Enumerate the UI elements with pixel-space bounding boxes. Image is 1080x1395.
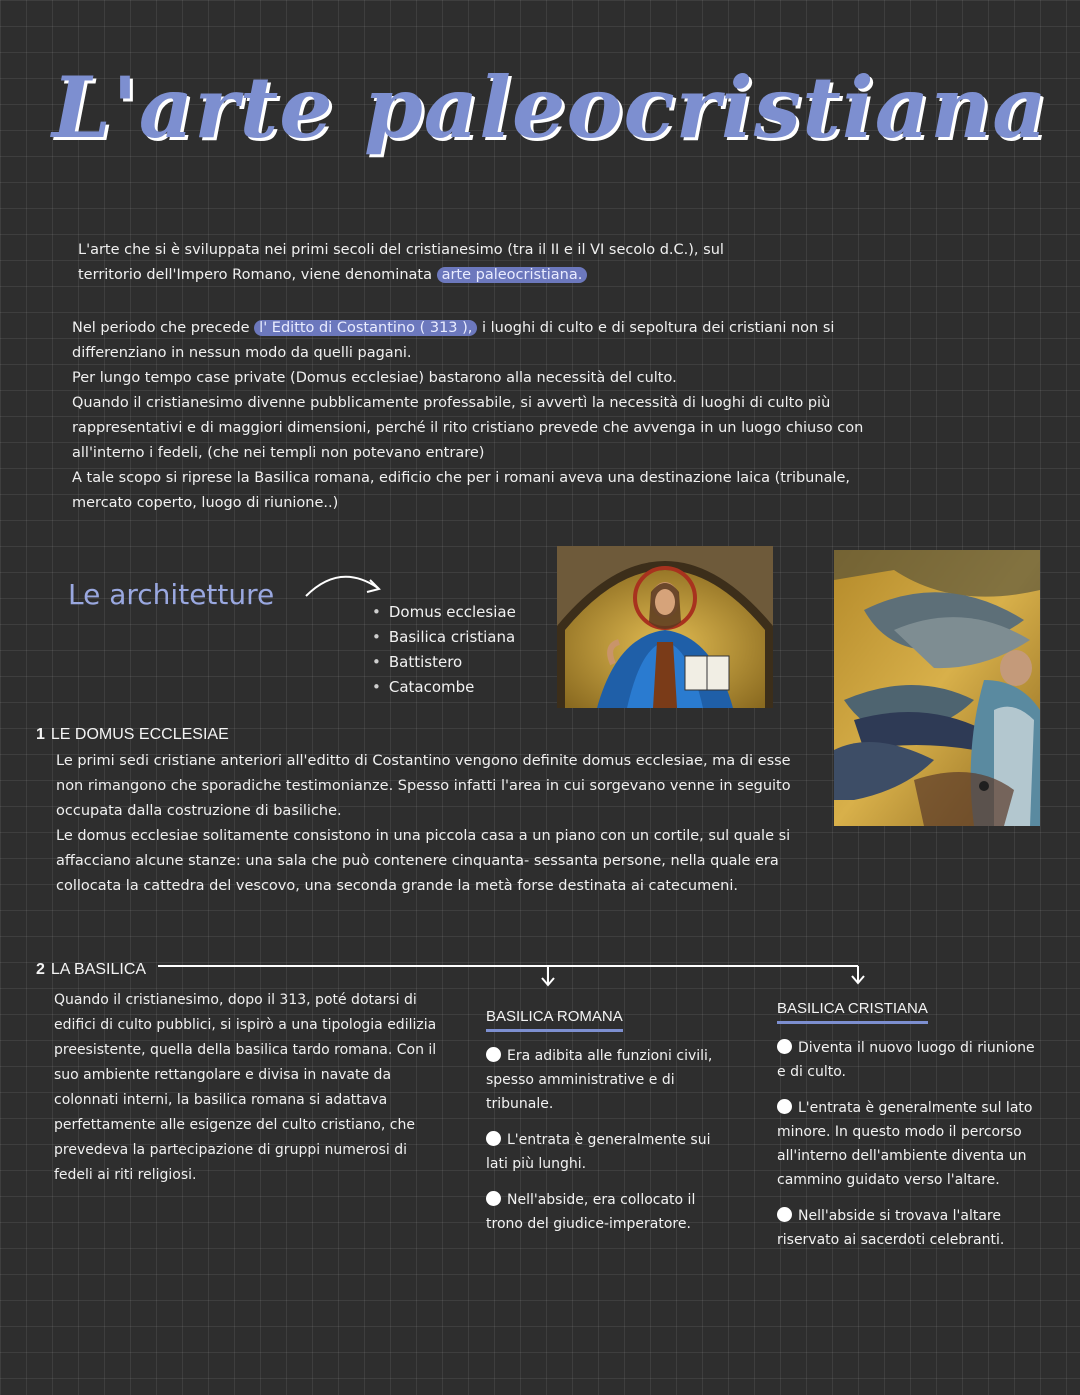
- list-item: • Catacombe: [372, 675, 516, 700]
- basilica-cristiana-heading: BASILICA CRISTIANA: [777, 1000, 928, 1024]
- bullet-icon: [486, 1047, 501, 1062]
- domus-paragraph: Per lungo tempo case private (Domus ecclesiae) bastarono alla necessità del culto.: [72, 370, 677, 386]
- basilica-paragraph: A tale scopo si riprese la Basilica romana, edificio che per i romani aveva una destinazione laica (tribunale, mercato coperto, luogo di riunione..): [72, 470, 851, 511]
- list-item: • Battistero: [372, 650, 516, 675]
- architetture-title: Le architetture: [68, 578, 275, 611]
- section-title: LA BASILICA: [50, 961, 147, 978]
- angels-mosaic: [834, 550, 1040, 826]
- editto-highlight: l' Editto di Costantino ( 313 ),: [254, 320, 477, 336]
- bullet-icon: [486, 1191, 501, 1206]
- domus-section: [56, 749, 816, 899]
- list-item: [486, 1188, 736, 1236]
- bullet-text: Nell'abside si trovava l'altare riservato ai sacerdoti celebranti.: [777, 1208, 1005, 1248]
- editto-text-after: i luoghi di culto e di sepoltura dei cristiani non si differenziano in nessun modo da quelli pagani.: [72, 320, 835, 361]
- section-title: LE DOMUS ECCLESIAE: [50, 726, 229, 743]
- basilica-text: Quando il cristianesimo, dopo il 313, poté dotarsi di edifici di culto pubblici, si ispirò a una tipologia edilizia preesistente, quella della basilica tardo romana. Con il suo ambiente rettangolare e divisa in navate da colonnati interni, la basilica romana si adattava perfettamente alle esigenze del culto cristiano, che prevedeva la partecipazione di gruppi numerosi di fedeli ai riti religiosi.: [54, 992, 437, 1183]
- bullet-icon: [777, 1039, 792, 1054]
- basilica-romana-heading: BASILICA ROMANA: [486, 1008, 623, 1032]
- basilica-romana-column: [486, 1006, 736, 1248]
- domus-p1: Le primi sedi cristiane anteriori all'editto di Costantino vengono definite domus ecclesiae, ma di esse non rimangono che sporadiche testimonianze. Spesso infatti l'area in cui sorgevano venne in seguito occupata dalla costruzione di basiliche.: [56, 753, 791, 819]
- list-item: • Basilica cristiana: [372, 625, 516, 650]
- list-item: [777, 1204, 1037, 1252]
- architetture-list: [372, 600, 516, 700]
- section-number: 2: [36, 961, 45, 978]
- bullet-icon: [777, 1207, 792, 1222]
- domus-p2: Le domus ecclesiae solitamente consistono in una piccola casa a un piano con un cortile, sul quale si affacciano alcune stanze: una sala che può contenere cinquanta- sessanta persone, nella quale era collocata la cattedra del vescovo, una seconda grande la metà forse destinata ai catecumeni.: [56, 828, 791, 894]
- list-item: [777, 1036, 1037, 1084]
- bullet-text: Diventa il nuovo luogo di riunione e di culto.: [777, 1040, 1035, 1080]
- christ-pantocrator-mosaic: [557, 546, 773, 708]
- bullet-icon: [777, 1099, 792, 1114]
- list-item: • Domus ecclesiae: [372, 600, 516, 625]
- page-title: L'arte paleocristiana: [52, 58, 1048, 157]
- bullet-text: Nell'abside, era collocato il trono del giudice-imperatore.: [486, 1192, 696, 1232]
- section-number: 1: [36, 726, 45, 743]
- editto-paragraph: [72, 316, 892, 366]
- list-item: [486, 1128, 736, 1176]
- cristianesimo-paragraph: Quando il cristianesimo divenne pubblicamente professabile, si avvertì la necessità di luoghi di culto più rappresentativi e di maggiori dimensioni, perché il rito cristiano prevede che avvenga in un luogo chiuso con all'interno i fedeli, (che nei templi non potevano entrare): [72, 395, 864, 461]
- bullet-icon: [486, 1131, 501, 1146]
- bullet-text: L'entrata è generalmente sul lato minore. In questo modo il percorso all'interno dell'ambiente diventa un cammino guidato verso l'altare.: [777, 1100, 1033, 1188]
- section-2-heading: [36, 961, 146, 979]
- bullet-text: Era adibita alle funzioni civili, spesso amministrative e di tribunale.: [486, 1048, 713, 1112]
- list-item: [486, 1044, 736, 1116]
- curved-arrow-icon: [300, 566, 390, 602]
- intro-text: L'arte che si è sviluppata nei primi secoli del cristianesimo (tra il II e il VI secolo d.C.), sul territorio dell'Impero Romano, viene denominata: [78, 242, 724, 283]
- list-item: [777, 1096, 1037, 1192]
- intro-paragraph: [78, 238, 768, 288]
- intro-highlight: arte paleocristiana.: [437, 267, 588, 283]
- bullet-text: L'entrata è generalmente sui lati più lunghi.: [486, 1132, 711, 1172]
- basilica-cristiana-column: [777, 998, 1037, 1264]
- editto-text-before: Nel periodo che precede: [72, 320, 255, 336]
- context-paragraphs: [72, 316, 892, 516]
- branch-arrow-icon: [156, 958, 876, 992]
- section-1-heading: [36, 726, 229, 744]
